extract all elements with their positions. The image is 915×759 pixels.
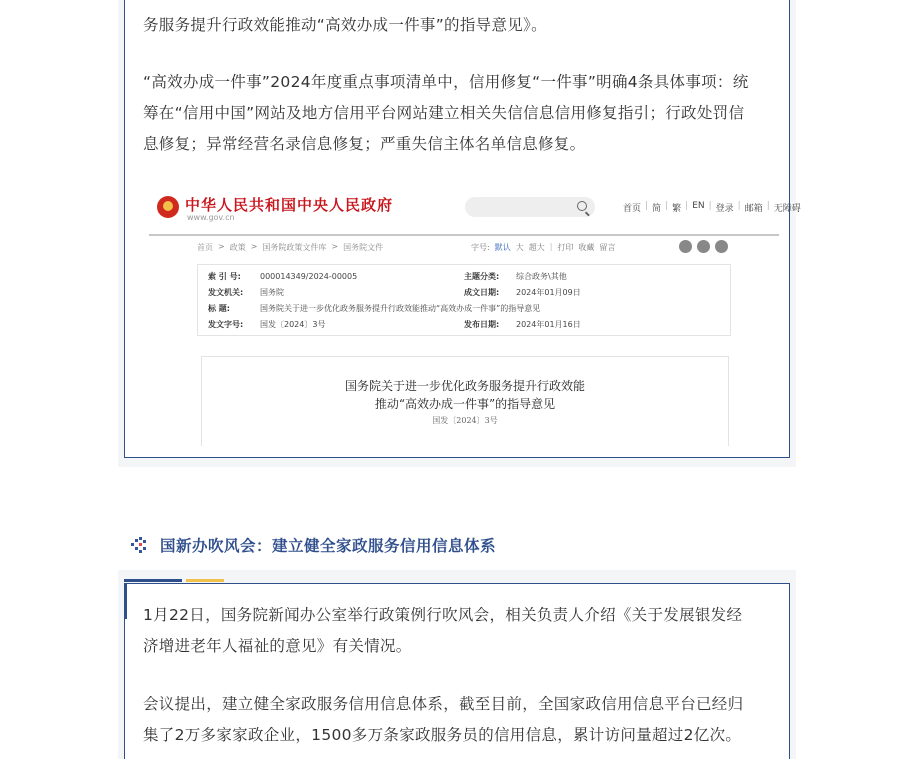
- font-size-label: 字号:: [471, 243, 490, 252]
- gov-breadcrumb: [197, 242, 383, 253]
- font-default: 默认: [494, 243, 511, 252]
- meta-published-date: 发布日期: 2024年01月16日: [464, 320, 581, 329]
- gov-website-screenshot: [149, 184, 801, 446]
- paragraph-doc-title-tail: 务服务提升行政效能推动“高效办成一件事”的指导意见》。: [143, 16, 547, 34]
- nav-accessibility: 无障碍: [773, 204, 801, 214]
- gov-doc-metadata: [197, 264, 731, 336]
- paragraph-checklist: [143, 67, 749, 160]
- paragraph-platform-stats: [143, 689, 743, 751]
- gov-doc-body: [201, 356, 729, 446]
- nav-login: 登录: [715, 204, 734, 214]
- paragraph-line: 1月22日，国务院新闻办公室举行政策例行吹风会，相关负责人介绍《关于发展银发经: [143, 606, 743, 624]
- paragraph-line: 济增进老年人福祉的意见》有关情况。: [143, 637, 412, 655]
- paragraph-line: 筹在“信用中国”网站及地方信用平台网站建立相关失信信息信用修复指引；行政处罚信: [143, 104, 745, 122]
- article-section-1: [118, 0, 801, 467]
- accent-bar-blue: [124, 579, 182, 582]
- crumb: 国务院政策文件库: [262, 243, 327, 252]
- gov-site-title: 中华人民共和国中央人民政府: [185, 196, 394, 214]
- paragraph-line: 集了2万多家家政企业，1500多万条家政服务员的信用信息，累计访问量超过2亿次。: [143, 726, 742, 744]
- nav-traditional: 繁: [672, 204, 682, 214]
- nav-simplified: 简: [652, 204, 662, 214]
- paragraph-briefing: [143, 600, 742, 662]
- crumb-separator: >: [331, 242, 339, 251]
- favorite-link: 收藏: [578, 243, 595, 252]
- doc-number: 国发〔2024〕3号: [432, 416, 498, 425]
- nav-mail: 邮箱: [744, 204, 763, 214]
- accent-bar-yellow: [186, 579, 224, 582]
- gov-site-url: www.gov.cn: [187, 213, 235, 222]
- weibo-icon: [679, 240, 692, 253]
- meta-title: 标 题: 国务院关于进一步优化政务服务提升行政效能推动“高效办成一件事”的指导意见: [208, 304, 541, 313]
- meta-issuer: 发文机关: 国务院: [208, 288, 284, 297]
- paragraph-line: 息修复；异常经营名录信息修复；严重失信主体名单信息修复。: [143, 135, 586, 153]
- paragraph-line: 会议提出，建立健全家政服务信用信息体系，截至目前，全国家政信用信息平台已经归: [143, 695, 744, 713]
- search-icon: [577, 201, 587, 211]
- crumb-separator: >: [218, 242, 225, 251]
- article-section-2: [118, 570, 796, 759]
- national-emblem-icon: [157, 196, 179, 218]
- print-link: 打印: [557, 243, 574, 252]
- crumb: 首页: [197, 243, 213, 252]
- paragraph-line: “高效办成一件事”2024年度重点事项清单中，信用修复“一件事”明确4条具体事项：统: [143, 73, 749, 91]
- nav-english: EN: [692, 201, 705, 211]
- gov-header-divider: [149, 234, 779, 236]
- gov-share-icons: [679, 240, 728, 253]
- meta-category: 主题分类: 综合政务\其他: [464, 272, 567, 281]
- meta-index: 索 引 号: 000014349/2024-00005: [208, 272, 358, 281]
- dots-grid-icon: [131, 537, 147, 553]
- meta-doc-number: 发文字号: 国发〔2024〕3号: [208, 320, 326, 329]
- article-card-2: [124, 583, 790, 759]
- wechat-icon: [697, 240, 710, 253]
- gov-search-box: [465, 197, 595, 217]
- section-heading: 国新办吹风会：建立健全家政服务信用信息体系: [160, 537, 497, 555]
- nav-home: 首页: [623, 204, 642, 214]
- article-card-1: [124, 0, 801, 458]
- doc-title-line-1: 国务院关于进一步优化政务服务提升行政效能: [344, 379, 585, 393]
- card-left-rule: [124, 583, 127, 619]
- gov-top-nav: 首页 | 简 | 繁 | EN | 登录 | 邮箱 | 无障碍: [623, 201, 801, 214]
- font-xlarge: 超大: [528, 243, 545, 252]
- crumb: 政策: [229, 243, 246, 252]
- meta-written-date: 成文日期: 2024年01月09日: [464, 288, 581, 297]
- crumb: 国务院文件: [343, 243, 384, 252]
- crumb-separator: >: [250, 242, 258, 251]
- font-large: 大: [515, 243, 524, 252]
- comment-link: 留言: [599, 243, 616, 252]
- star-icon: [715, 240, 728, 253]
- doc-title-line-2: 推动“高效办成一件事”的指导意见: [374, 397, 556, 411]
- gov-page-tools: 字号: 默认 大 超大 | 打印 收藏 留言: [471, 242, 616, 252]
